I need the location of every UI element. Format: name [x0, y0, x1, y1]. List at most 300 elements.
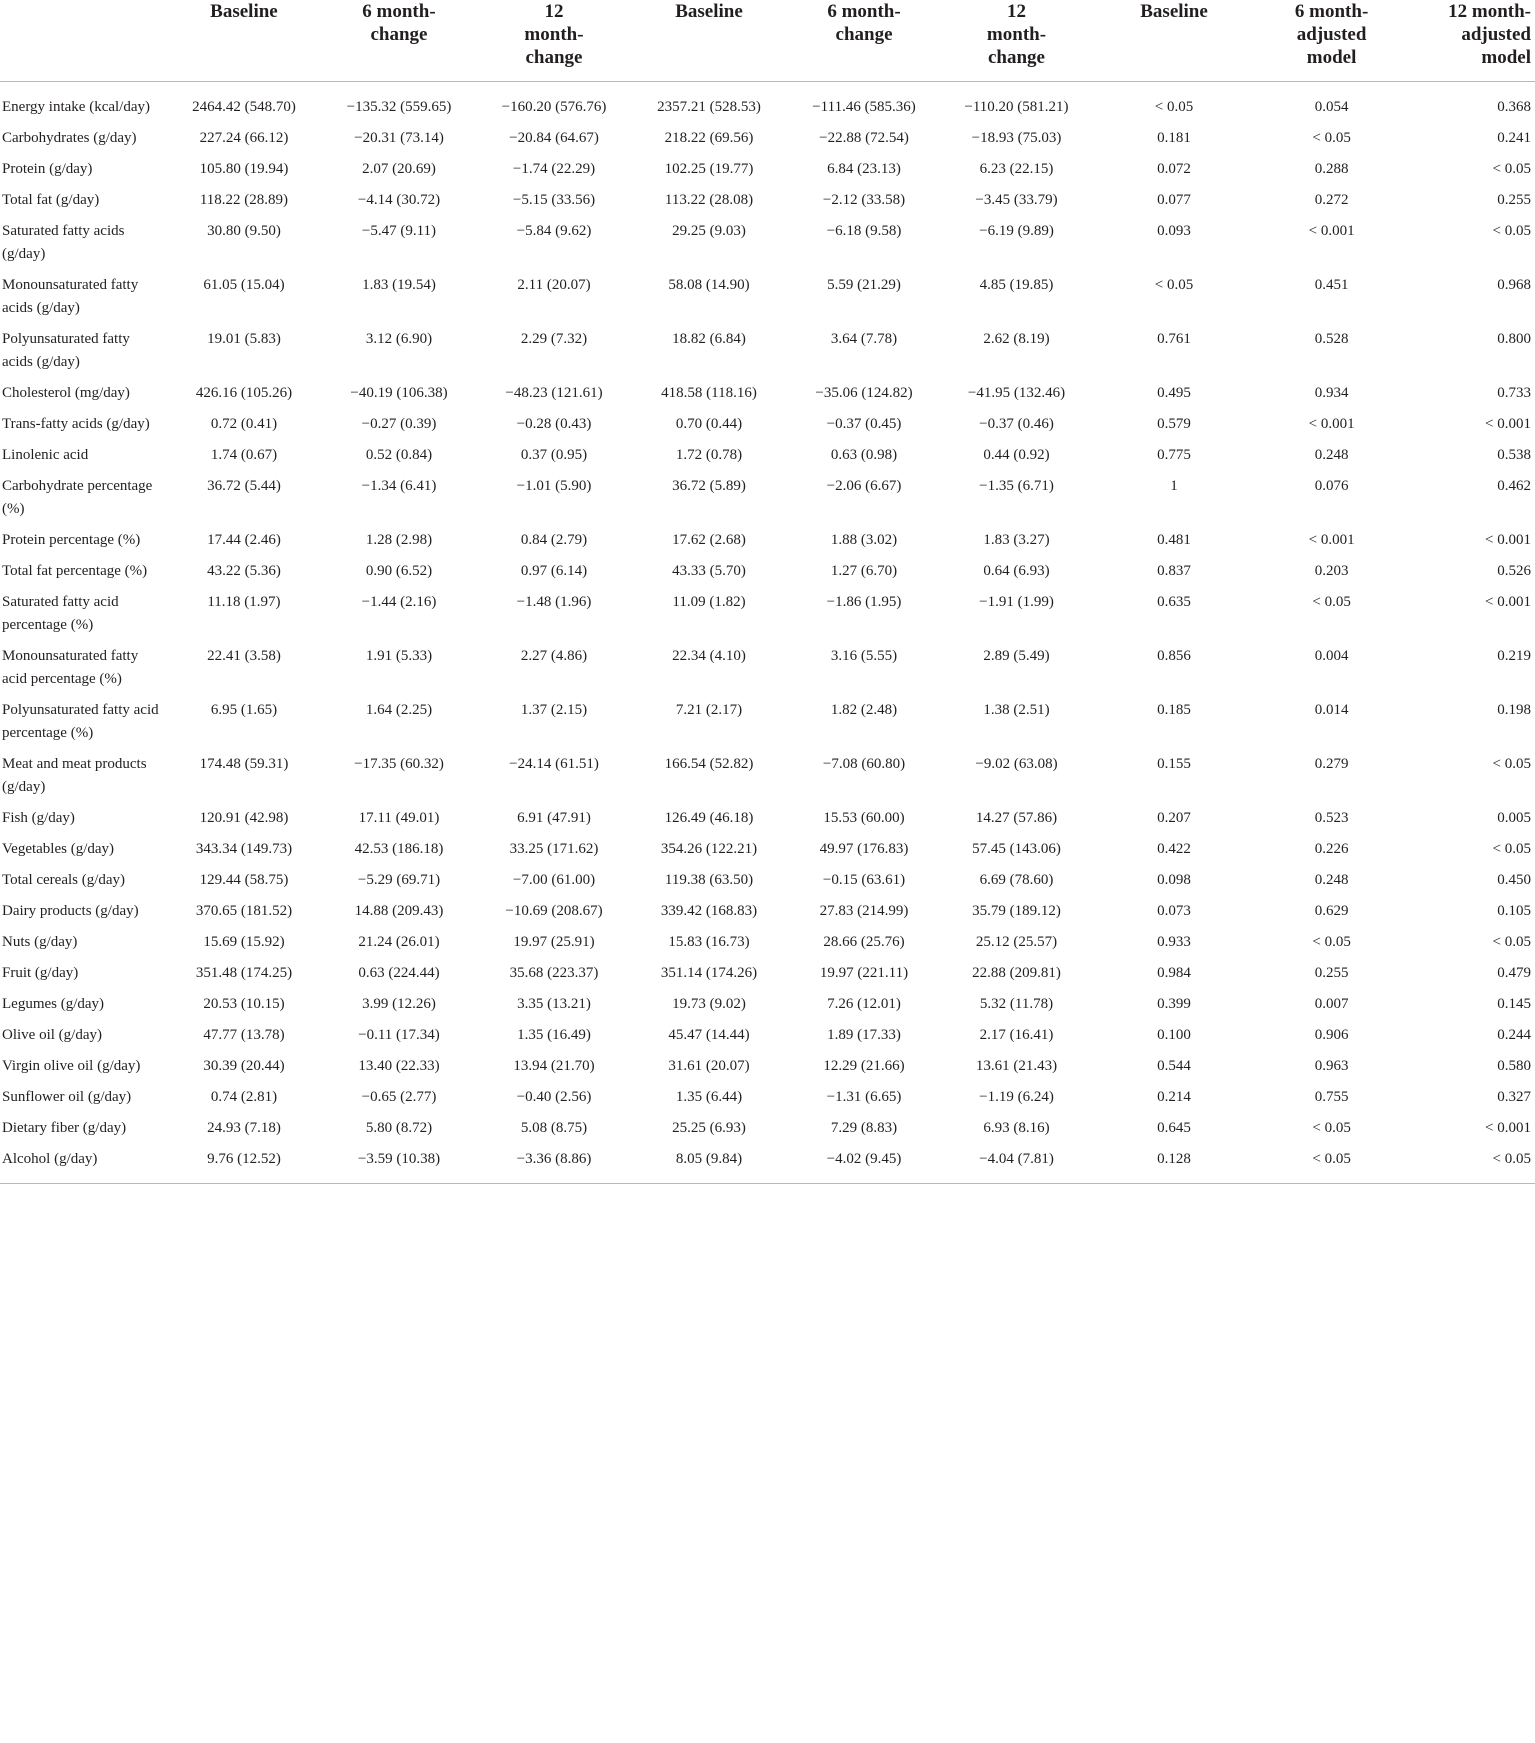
table-cell: < 0.05: [1492, 161, 1531, 177]
table-cell: −5.47 (9.11): [361, 223, 437, 239]
table-row: [0, 320, 1535, 374]
row-label: Energy intake (kcal/day): [2, 99, 150, 115]
table-cell: −110.20 (581.21): [964, 99, 1069, 115]
table-cell: 0.450: [1497, 872, 1531, 888]
table-cell: −40.19 (106.38): [350, 385, 448, 401]
table-cell: 0.74 (2.81): [210, 1089, 278, 1105]
column-header-text: 6 month-adjusted model: [1294, 1, 1369, 68]
table-row: [0, 985, 1535, 1016]
table-cell: −35.06 (124.82): [815, 385, 913, 401]
table-cell: 2.27 (4.86): [520, 648, 588, 664]
table-cell: −0.15 (63.61): [822, 872, 906, 888]
table-cell: 418.58 (118.16): [661, 385, 757, 401]
table-cell: −3.36 (8.86): [516, 1151, 592, 1167]
table-cell: −9.02 (63.08): [975, 756, 1058, 772]
row-label: Sunflower oil (g/day): [2, 1089, 132, 1105]
column-header: [1255, 0, 1407, 82]
row-label: Nuts (g/day): [2, 934, 78, 950]
table-cell: 0.775: [1157, 447, 1191, 463]
table-cell: 5.08 (8.75): [520, 1120, 588, 1136]
table-cell: 30.80 (9.50): [207, 223, 281, 239]
table-cell: 0.241: [1497, 130, 1531, 146]
table-cell: 0.580: [1497, 1058, 1531, 1074]
row-label: Vegetables (g/day): [2, 841, 115, 857]
table-cell: 0.244: [1497, 1027, 1531, 1043]
table-cell: −20.31 (73.14): [354, 130, 444, 146]
table-cell: 13.61 (21.43): [975, 1058, 1058, 1074]
table-cell: 61.05 (15.04): [203, 277, 285, 293]
table-cell: 0.155: [1157, 756, 1191, 772]
table-cell: −4.04 (7.81): [979, 1151, 1054, 1167]
row-label: Total fat percentage (%): [2, 563, 148, 579]
table-cell: −0.28 (0.43): [516, 416, 592, 432]
table-row: [0, 1078, 1535, 1109]
table-cell: < 0.001: [1308, 223, 1355, 239]
table-cell: −7.08 (60.80): [822, 756, 906, 772]
table-cell: −0.37 (0.46): [979, 416, 1054, 432]
table-cell: < 0.001: [1485, 594, 1531, 610]
table-cell: 19.97 (221.11): [819, 965, 909, 981]
table-cell: 0.984: [1157, 965, 1191, 981]
table-row: [0, 82, 1535, 120]
table-cell: 18.82 (6.84): [672, 331, 746, 347]
table-cell: 7.29 (8.83): [830, 1120, 898, 1136]
table-cell: 0.538: [1497, 447, 1531, 463]
table-cell: 0.479: [1497, 965, 1531, 981]
table-cell: 6.23 (22.15): [979, 161, 1054, 177]
table-cell: 33.25 (171.62): [509, 841, 599, 857]
table-cell: 119.38 (63.50): [664, 872, 754, 888]
table-cell: −1.91 (1.99): [979, 594, 1054, 610]
column-header-text: 12 month-adjusted model: [1448, 1, 1531, 68]
table-cell: 29.25 (9.03): [672, 223, 746, 239]
row-label: Carbohydrate percentage (%): [2, 478, 153, 517]
table-cell: < 0.05: [1492, 756, 1531, 772]
table-cell: 227.24 (66.12): [199, 130, 289, 146]
table-cell: 343.34 (149.73): [195, 841, 293, 857]
table-cell: −1.34 (6.41): [361, 478, 437, 494]
table-cell: 126.49 (46.18): [664, 810, 754, 826]
table-row: [0, 521, 1535, 552]
table-cell: 218.22 (69.56): [664, 130, 754, 146]
column-header: [1408, 0, 1535, 82]
table-cell: 0.733: [1497, 385, 1531, 401]
table-cell: −5.29 (69.71): [357, 872, 441, 888]
table-cell: −1.19 (6.24): [979, 1089, 1054, 1105]
table-row: [0, 799, 1535, 830]
table-cell: 1.38 (2.51): [983, 702, 1050, 718]
table-row: [0, 212, 1535, 266]
table-cell: 3.64 (7.78): [830, 331, 898, 347]
row-label: Meat and meat products (g/day): [2, 756, 147, 795]
table-cell: 118.22 (28.89): [199, 192, 289, 208]
column-header: [320, 0, 478, 82]
table-cell: 3.35 (13.21): [517, 996, 591, 1012]
table-row: [0, 745, 1535, 799]
table-cell: 3.16 (5.55): [830, 648, 898, 664]
table-cell: 7.21 (2.17): [675, 702, 743, 718]
table-cell: 0.007: [1314, 996, 1349, 1012]
table-cell: 25.25 (6.93): [672, 1120, 746, 1136]
table-cell: −6.19 (9.89): [979, 223, 1054, 239]
table-cell: 45.47 (14.44): [668, 1027, 750, 1043]
table-cell: −135.32 (559.65): [346, 99, 452, 115]
row-label: Saturated fatty acids (g/day): [2, 223, 125, 262]
table-cell: 0.635: [1157, 594, 1191, 610]
table-cell: 0.272: [1314, 192, 1349, 208]
table-cell: −17.35 (60.32): [354, 756, 444, 772]
table-cell: 17.44 (2.46): [207, 532, 281, 548]
table-cell: 6.93 (8.16): [983, 1120, 1050, 1136]
table-cell: 6.91 (47.91): [517, 810, 591, 826]
table-cell: 19.01 (5.83): [207, 331, 281, 347]
table-cell: −1.48 (1.96): [516, 594, 592, 610]
table-cell: 0.800: [1497, 331, 1531, 347]
table-cell: 5.59 (21.29): [827, 277, 901, 293]
table-cell: 15.53 (60.00): [823, 810, 905, 826]
table-cell: 1.83 (3.27): [983, 532, 1050, 548]
table-cell: 0.219: [1497, 648, 1531, 664]
table-cell: 1.37 (2.15): [520, 702, 588, 718]
table-cell: −1.44 (2.16): [361, 594, 437, 610]
table-cell: 0.105: [1497, 903, 1531, 919]
table-row: [0, 1016, 1535, 1047]
table-cell: 0.523: [1314, 810, 1349, 826]
table-cell: 2.07 (20.69): [362, 161, 436, 177]
row-label: Alcohol (g/day): [2, 1151, 98, 1167]
table-cell: 0.077: [1157, 192, 1191, 208]
table-cell: 0.093: [1157, 223, 1191, 239]
table-cell: 0.90 (6.52): [365, 563, 433, 579]
table-cell: 0.014: [1314, 702, 1349, 718]
table-cell: 0.63 (0.98): [830, 447, 898, 463]
table-cell: −0.11 (17.34): [358, 1027, 440, 1043]
table-cell: 43.33 (5.70): [672, 563, 746, 579]
table-cell: < 0.05: [1312, 1151, 1351, 1167]
table-cell: −41.95 (132.46): [967, 385, 1066, 401]
table-cell: 22.34 (4.10): [672, 648, 746, 664]
table-cell: 0.579: [1157, 416, 1191, 432]
table-cell: 11.18 (1.97): [207, 594, 281, 610]
table-cell: −0.65 (2.77): [361, 1089, 437, 1105]
table-cell: 166.54 (52.82): [664, 756, 754, 772]
table-cell: −18.93 (75.03): [971, 130, 1062, 146]
table-cell: 113.22 (28.08): [664, 192, 754, 208]
table-cell: 0.906: [1314, 1027, 1349, 1043]
row-label: Protein (g/day): [2, 161, 93, 177]
table-cell: 36.72 (5.44): [207, 478, 281, 494]
table-row: [0, 405, 1535, 436]
row-label: Legumes (g/day): [2, 996, 105, 1012]
table-cell: −4.14 (30.72): [357, 192, 441, 208]
table-cell: 2.17 (16.41): [979, 1027, 1054, 1043]
table-cell: 0.761: [1157, 331, 1191, 347]
row-label: Total cereals (g/day): [2, 872, 126, 888]
table-cell: −4.02 (9.45): [826, 1151, 902, 1167]
column-header-text: 12 month-change: [986, 1, 1047, 68]
table-cell: 1.28 (2.98): [365, 532, 433, 548]
row-label: Trans-fatty acids (g/day): [2, 416, 150, 432]
row-label: Monounsaturated fatty acids (g/day): [2, 277, 139, 316]
table-cell: 426.16 (105.26): [195, 385, 293, 401]
table-cell: 0.934: [1314, 385, 1349, 401]
table-cell: < 0.05: [1312, 594, 1351, 610]
table-cell: 19.73 (9.02): [672, 996, 746, 1012]
table-cell: 43.22 (5.36): [207, 563, 281, 579]
table-cell: −1.31 (6.65): [826, 1089, 902, 1105]
table-cell: 2357.21 (528.53): [657, 99, 761, 115]
table-cell: 14.88 (209.43): [354, 903, 444, 919]
column-header-text: 6 month-change: [362, 1, 436, 45]
table-cell: 1.83 (19.54): [362, 277, 436, 293]
table-cell: 0.629: [1314, 903, 1349, 919]
table-cell: < 0.05: [1312, 934, 1351, 950]
table-cell: 0.073: [1157, 903, 1191, 919]
header-row: [0, 0, 1535, 82]
table-cell: 0.255: [1497, 192, 1531, 208]
table-cell: −111.46 (585.36): [812, 99, 916, 115]
table-cell: 21.24 (26.01): [358, 934, 440, 950]
table-cell: 14.27 (57.86): [975, 810, 1058, 826]
column-header-text: 12 month-change: [524, 1, 584, 68]
table-row: [0, 266, 1535, 320]
table-cell: 129.44 (58.75): [199, 872, 289, 888]
column-header: [940, 0, 1092, 82]
table-cell: 2.29 (7.32): [520, 331, 588, 347]
table-cell: 0.128: [1157, 1151, 1191, 1167]
table-cell: 0.64 (6.93): [983, 563, 1050, 579]
table-cell: −1.35 (6.71): [979, 478, 1054, 494]
table-cell: 8.05 (9.84): [675, 1151, 743, 1167]
table-cell: 339.42 (168.83): [660, 903, 758, 919]
table-row: [0, 1109, 1535, 1140]
column-header-text: 6 month-change: [827, 1, 901, 45]
table-cell: 0.755: [1314, 1089, 1349, 1105]
table-cell: 0.327: [1497, 1089, 1531, 1105]
table-cell: 1.35 (6.44): [675, 1089, 743, 1105]
table-cell: −48.23 (121.61): [505, 385, 603, 401]
table-row: [0, 150, 1535, 181]
table-cell: < 0.05: [1492, 841, 1531, 857]
column-header: Baseline: [675, 1, 743, 22]
table-cell: −10.69 (208.67): [505, 903, 603, 919]
table-cell: < 0.05: [1492, 934, 1531, 950]
table-cell: 0.214: [1157, 1089, 1191, 1105]
table-cell: 0.072: [1157, 161, 1191, 177]
table-cell: 13.94 (21.70): [513, 1058, 595, 1074]
table-cell: 0.203: [1314, 563, 1349, 579]
table-cell: 5.80 (8.72): [365, 1120, 433, 1136]
table-cell: 3.12 (6.90): [365, 331, 433, 347]
table-cell: < 0.001: [1485, 1120, 1531, 1136]
table-cell: < 0.05: [1492, 1151, 1531, 1167]
table-cell: < 0.05: [1492, 223, 1531, 239]
table-cell: 31.61 (20.07): [668, 1058, 750, 1074]
table-cell: 0.84 (2.79): [520, 532, 588, 548]
table-cell: 1.88 (3.02): [830, 532, 898, 548]
table-cell: 0.248: [1314, 872, 1349, 888]
table-cell: 0.100: [1157, 1027, 1191, 1043]
table-cell: 30.39 (20.44): [203, 1058, 285, 1074]
table-cell: −24.14 (61.51): [509, 756, 599, 772]
table-cell: < 0.001: [1308, 532, 1355, 548]
table-cell: 0.076: [1314, 478, 1349, 494]
table-cell: 0.255: [1314, 965, 1349, 981]
table-cell: 15.69 (15.92): [203, 934, 285, 950]
table-cell: −0.37 (0.45): [826, 416, 902, 432]
table-cell: 0.226: [1314, 841, 1349, 857]
table-cell: 22.88 (209.81): [972, 965, 1061, 981]
table-cell: 0.645: [1157, 1120, 1191, 1136]
table-cell: 47.77 (13.78): [203, 1027, 285, 1043]
table-cell: 0.495: [1157, 385, 1191, 401]
table-cell: 0.856: [1157, 648, 1191, 664]
row-label: Fish (g/day): [2, 810, 75, 826]
table-row: [0, 583, 1535, 637]
table-cell: 0.544: [1157, 1058, 1191, 1074]
table-cell: 0.207: [1157, 810, 1191, 826]
table-cell: 2.89 (5.49): [983, 648, 1050, 664]
table-cell: 102.25 (19.77): [664, 161, 754, 177]
table-cell: 0.145: [1497, 996, 1531, 1012]
table-cell: 27.83 (214.99): [819, 903, 909, 919]
table-cell: 19.97 (25.91): [513, 934, 595, 950]
table-cell: −160.20 (576.76): [501, 99, 607, 115]
table-cell: 0.004: [1314, 648, 1349, 664]
table-cell: −1.74 (22.29): [512, 161, 596, 177]
table-cell: 0.279: [1314, 756, 1349, 772]
table-row: [0, 181, 1535, 212]
row-label: Dairy products (g/day): [2, 903, 139, 919]
table-cell: −3.59 (10.38): [357, 1151, 441, 1167]
table-cell: 354.26 (122.21): [660, 841, 758, 857]
table-cell: < 0.05: [1312, 130, 1351, 146]
table-cell: 1.64 (2.25): [365, 702, 433, 718]
table-cell: < 0.001: [1485, 416, 1531, 432]
table-cell: 0.72 (0.41): [210, 416, 278, 432]
table-cell: −22.88 (72.54): [819, 130, 909, 146]
table-cell: 370.65 (181.52): [195, 903, 293, 919]
table-cell: 0.97 (6.14): [520, 563, 588, 579]
row-label: Carbohydrates (g/day): [2, 130, 137, 146]
row-label: Linolenic acid: [2, 447, 89, 463]
table-cell: −7.00 (61.00): [512, 872, 596, 888]
table-cell: 1.27 (6.70): [830, 563, 898, 579]
table-cell: 1.82 (2.48): [830, 702, 898, 718]
table-cell: 0.462: [1497, 478, 1531, 494]
table-cell: 0.005: [1497, 810, 1531, 826]
table-row: [0, 552, 1535, 583]
table-cell: 0.248: [1314, 447, 1349, 463]
table-cell: 2.11 (20.07): [517, 277, 591, 293]
table-cell: 1.74 (0.67): [210, 447, 278, 463]
table-cell: 0.185: [1157, 702, 1191, 718]
table-cell: 2464.42 (548.70): [192, 99, 296, 115]
table-cell: 120.91 (42.98): [199, 810, 289, 826]
table-cell: < 0.05: [1312, 1120, 1351, 1136]
table-cell: 35.79 (189.12): [972, 903, 1061, 919]
table-cell: −3.45 (33.79): [975, 192, 1058, 208]
row-label: Olive oil (g/day): [2, 1027, 102, 1043]
column-header: [788, 0, 940, 82]
row-label: Polyunsaturated fatty acid percentage (%): [2, 702, 159, 741]
table-cell: < 0.001: [1308, 416, 1355, 432]
table-cell: −2.12 (33.58): [822, 192, 906, 208]
row-label: Polyunsaturated fatty acids (g/day): [2, 331, 130, 370]
column-header: [0, 0, 168, 82]
column-header: Baseline: [1140, 1, 1208, 22]
table-row: [0, 374, 1535, 405]
row-label: Saturated fatty acid percentage (%): [2, 594, 119, 633]
table-row: [0, 691, 1535, 745]
table-cell: 0.451: [1314, 277, 1349, 293]
row-label: Total fat (g/day): [2, 192, 100, 208]
column-header: [478, 0, 630, 82]
table-row: [0, 436, 1535, 467]
table-cell: 0.63 (224.44): [358, 965, 440, 981]
table-cell: 0.098: [1157, 872, 1191, 888]
table-cell: 105.80 (19.94): [199, 161, 289, 177]
table-cell: 28.66 (25.76): [823, 934, 905, 950]
table-cell: 6.84 (23.13): [827, 161, 901, 177]
table-row: [0, 861, 1535, 892]
table-cell: 0.481: [1157, 532, 1191, 548]
table-cell: 0.368: [1497, 99, 1531, 115]
table-cell: 57.45 (143.06): [972, 841, 1061, 857]
table-cell: 1.89 (17.33): [827, 1027, 901, 1043]
table-cell: 0.526: [1497, 563, 1531, 579]
table-cell: 0.52 (0.84): [365, 447, 433, 463]
table-cell: 17.11 (49.01): [358, 810, 440, 826]
table-cell: 0.37 (0.95): [520, 447, 588, 463]
table-row: [0, 830, 1535, 861]
table-cell: −0.40 (2.56): [516, 1089, 592, 1105]
row-label: Cholesterol (mg/day): [2, 385, 130, 401]
table-row: [0, 119, 1535, 150]
row-label: Dietary fiber (g/day): [2, 1120, 127, 1136]
row-label: Protein percentage (%): [2, 532, 141, 548]
table-cell: −5.84 (9.62): [516, 223, 592, 239]
table-cell: 0.933: [1157, 934, 1191, 950]
table-cell: 6.69 (78.60): [979, 872, 1054, 888]
table-cell: 12.29 (21.66): [823, 1058, 905, 1074]
table-cell: 1: [1170, 478, 1178, 494]
table-cell: < 0.05: [1154, 99, 1194, 115]
table-row: [0, 467, 1535, 521]
table-row: [0, 954, 1535, 985]
table-row: [0, 1047, 1535, 1078]
table-cell: 15.83 (16.73): [668, 934, 750, 950]
table-cell: 0.054: [1314, 99, 1349, 115]
table-cell: −1.01 (5.90): [516, 478, 592, 494]
table-cell: 0.70 (0.44): [675, 416, 743, 432]
table-cell: −5.15 (33.56): [512, 192, 596, 208]
table-cell: 6.95 (1.65): [210, 702, 278, 718]
table-cell: 174.48 (59.31): [199, 756, 289, 772]
table-cell: < 0.05: [1154, 277, 1194, 293]
table-row: [0, 637, 1535, 691]
table-cell: 0.968: [1497, 277, 1531, 293]
table-cell: 351.48 (174.25): [195, 965, 293, 981]
table-cell: −2.06 (6.67): [826, 478, 902, 494]
table-cell: −20.84 (64.67): [509, 130, 599, 146]
table-cell: −1.86 (1.95): [826, 594, 902, 610]
table-cell: 0.399: [1157, 996, 1191, 1012]
table-cell: 4.85 (19.85): [979, 277, 1054, 293]
table-body: [0, 82, 1535, 1184]
table-cell: 25.12 (25.57): [975, 934, 1058, 950]
table-cell: 2.62 (8.19): [983, 331, 1050, 347]
